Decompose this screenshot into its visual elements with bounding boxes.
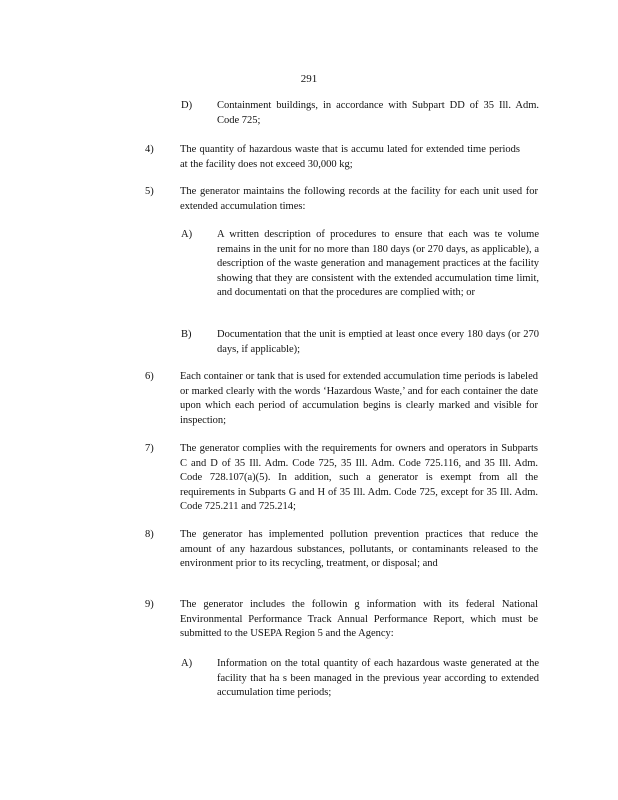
item-label: B)	[181, 329, 192, 340]
item-label: 8)	[145, 529, 154, 540]
item-text: Documentation that the unit is emptied at least once every 180 days (or 270 days, if applicable);	[217, 329, 539, 355]
item-text: The quantity of hazardous waste that is accumu lated for extended time periods at the facility does not exceed 30,000 kg;	[180, 144, 520, 170]
item-text: Each container or tank that is used for extended accumulation time periods is labeled or marked clearly with the words ‘Hazardous Waste,’ and for each container the date upon which each period of accumulation begins is clearly marked and visible for inspection;	[180, 371, 538, 426]
item-label: A)	[181, 229, 193, 240]
item-text: The generator maintains the following records at the facility for each unit used for extended accumulation times:	[180, 186, 538, 212]
item-label: A)	[181, 658, 193, 669]
item-text: Containment buildings, in accordance with Subpart DD of 35 Ill. Adm. Code 725;	[217, 100, 539, 126]
item-text: Information on the total quantity of each hazardous waste generated at the facility that ha s been managed in the previous year according to extended accumulation time periods;	[217, 658, 539, 699]
item-label: 4)	[145, 144, 154, 155]
item-text: The generator has implemented pollution prevention practices that reduce the amount of any hazardous substances, pollutants, or contaminants released to the environment prior to its recycling, treatment, or disposal; and	[180, 529, 538, 570]
item-text: A written description of procedures to ensure that each was te volume remains in the unit for no more than 180 days (or 270 days, as applicable), a description of the waste generation and management practices at the facility showing that they are consistent with the extended accumulation time limit, and documentati on that the procedures are complied with; or	[217, 229, 539, 299]
item-label: 6)	[145, 371, 154, 382]
item-label: 7)	[145, 443, 154, 454]
item-label: 9)	[145, 599, 154, 610]
item-label: 5)	[145, 186, 154, 197]
page-number: 291	[300, 73, 318, 85]
item-text: The generator complies with the requirements for owners and operators in Subparts C and D of 35 Ill. Adm. Code 725, 35 Ill. Adm. Code 725.116, and 35 Ill. Adm. Code 728.107(a)(5). In addition, such a generator is exempt from all the requirements in Subparts G and H of 35 Ill. Adm. Code 725, except for 35 Ill. Adm. Code 725.211 and 725.214;	[180, 443, 538, 513]
item-label: D)	[181, 100, 193, 111]
item-text: The generator includes the followin g information with its federal National Environmental Performance Track Annual Performance Report, which must be submitted to the USEPA Region 5 and the Agency:	[180, 599, 538, 640]
